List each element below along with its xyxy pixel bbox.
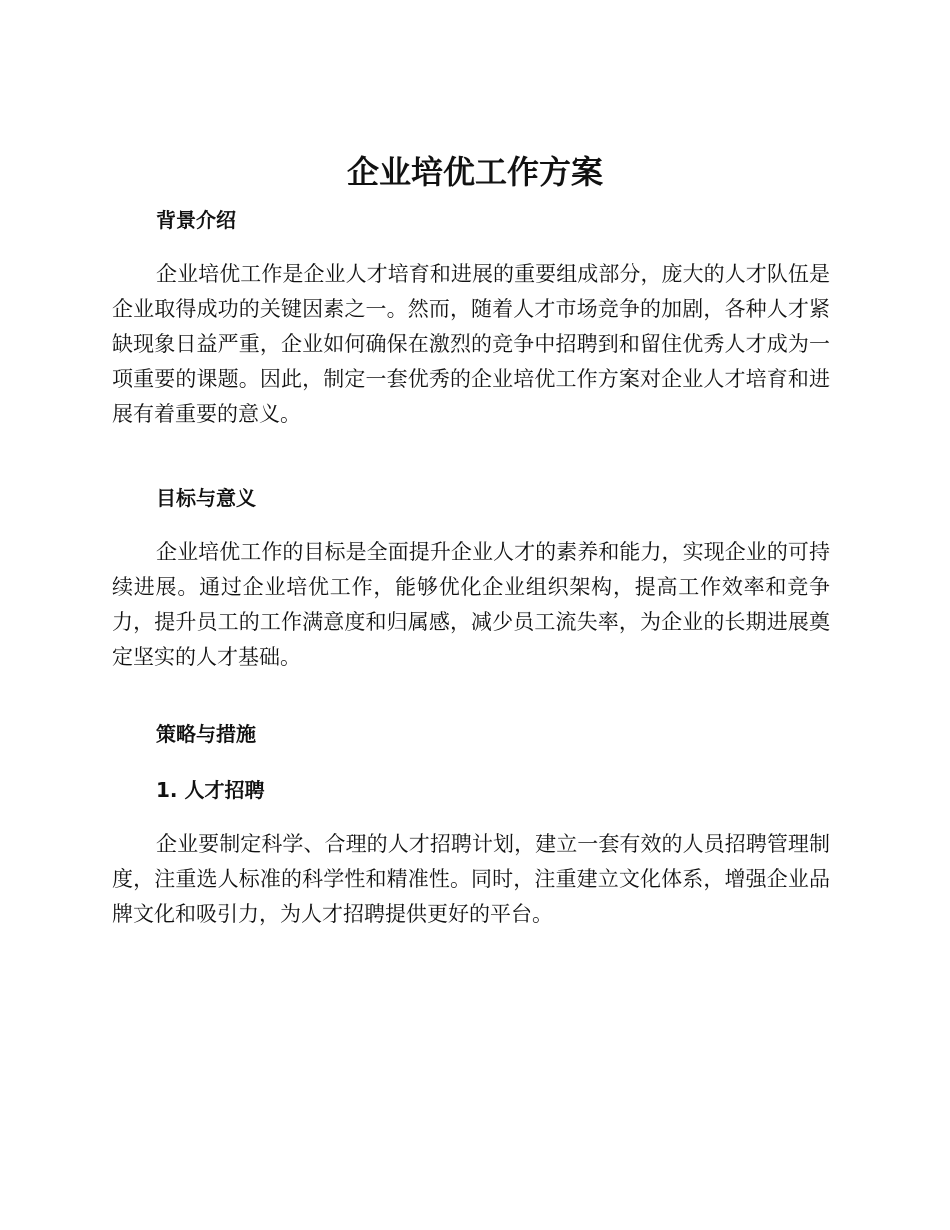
section-heading-goals: 目标与意义 (156, 486, 256, 510)
subsection-paragraph-recruitment: 企业要制定科学、合理的人才招聘计划，建立一套有效的人员招聘管理制度，注重选人标准的科学性和精准性。同时，注重建立文化体系，增强企业品牌文化和吸引力，为人才招聘提供更好的平台。 (112, 832, 830, 926)
section-heading-strategies: 策略与措施 (156, 722, 256, 746)
document-title: 企业培优工作方案 (346, 153, 603, 191)
section-paragraph-goals: 企业培优工作的目标是全面提升企业人才的素养和能力，实现企业的可持续进展。通过企业培优工作，能够优化企业组织架构，提高工作效率和竞争力，提升员工的工作满意度和归属感，减少员工流失率，为企业的长期进展奠定坚实的人才基础。 (112, 540, 830, 669)
subsection-heading-recruitment: 1. 人才招聘 (156, 778, 265, 802)
section-heading-background: 背景介绍 (156, 208, 236, 232)
section-paragraph-background: 企业培优工作是企业人才培育和进展的重要组成部分，庞大的人才队伍是企业取得成功的关键因素之一。然而，随着人才市场竞争的加剧，各种人才紧缺现象日益严重，企业如何确保在激烈的竞争中招聘到和留住优秀人才成为一项重要的课题。因此，制定一套优秀的企业培优工作方案对企业人才培育和进展有着重要的意义。 (112, 262, 830, 426)
